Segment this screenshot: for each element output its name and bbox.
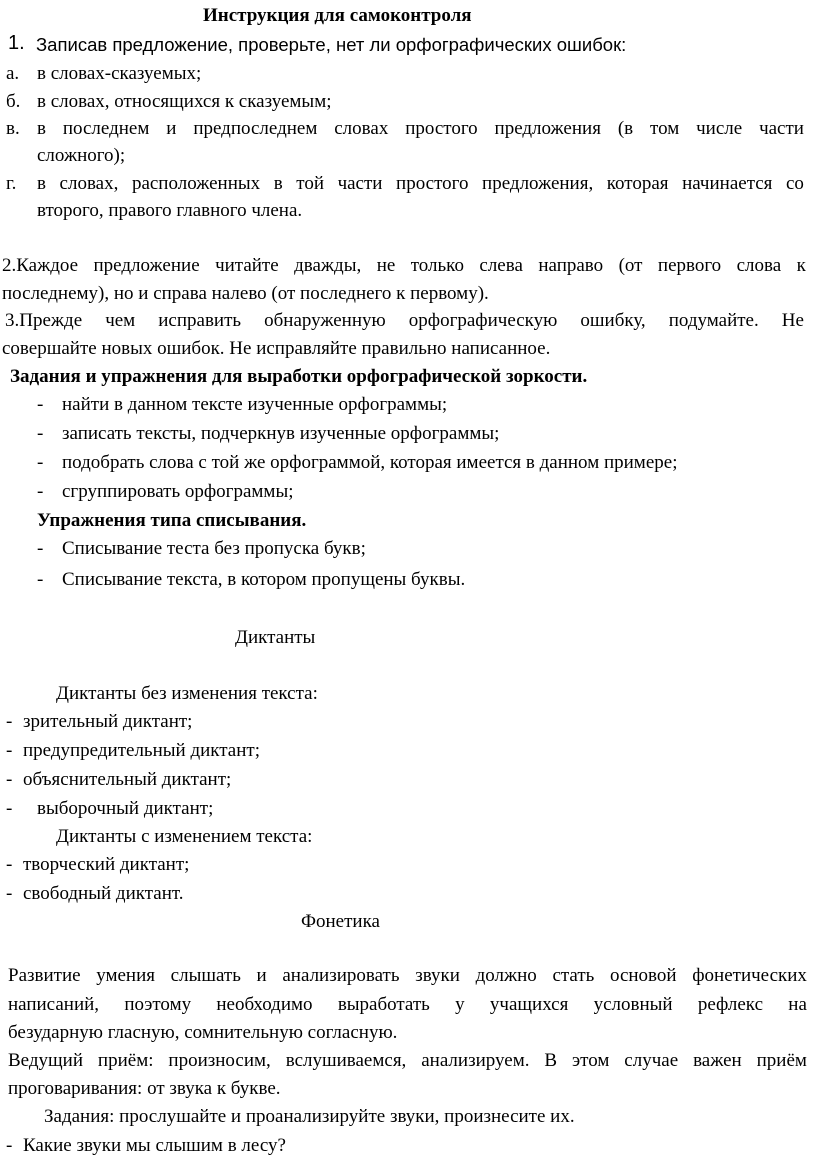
word: в — [273, 173, 283, 194]
phonetics-p1-line-3: безударную гласную, сомнительную согласную. — [8, 1022, 398, 1043]
tasks-item-2: записать тексты, подчеркнув изученные орфограммы; — [62, 423, 500, 444]
dictation-item: выборочный диктант; — [37, 798, 214, 819]
word: расположенных — [131, 173, 261, 194]
word: словах, — [59, 173, 119, 194]
sub-item-g-line-1 — [37, 174, 804, 193]
word: к — [796, 255, 806, 276]
word: не — [376, 255, 396, 276]
phonetics-p2-line-1 — [8, 1051, 807, 1070]
item-2-line-2: последнему), но и справа налево (от последнего к первому). — [2, 283, 489, 304]
dash: - — [37, 481, 44, 502]
dictations-with-change-heading: Диктанты с изменением текста: — [56, 826, 313, 847]
copying-item-2: Списывание текста, в котором пропущены буквы. — [62, 569, 466, 590]
word: фонетических — [692, 965, 807, 986]
sub-marker-a: а. — [6, 63, 20, 84]
word: предложения, — [482, 173, 594, 194]
sub-marker-b: б. — [6, 91, 21, 112]
word: произносим, — [168, 1050, 271, 1071]
word: Ведущий — [8, 1050, 83, 1071]
word: ошибку, — [580, 310, 646, 331]
word: и — [256, 965, 267, 986]
tasks-heading: Задания и упражнения для выработки орфографической зоркости. — [10, 366, 588, 387]
word: начинается — [682, 173, 773, 194]
word: направо — [538, 255, 604, 276]
word: предпоследнем — [193, 118, 318, 139]
word: в — [37, 118, 46, 139]
word: у — [455, 994, 465, 1015]
sub-item-g-line-2: второго, правого главного члена. — [37, 200, 303, 221]
word: предложение — [93, 255, 200, 276]
phonetics-p2-line-2: проговаривания: от звука к букве. — [8, 1078, 281, 1099]
word: приём: — [97, 1050, 154, 1071]
dictation-item: свободный диктант. — [23, 883, 184, 904]
phonetics-p1-line-2 — [8, 995, 807, 1014]
word: простого — [396, 173, 469, 194]
word: поэтому — [124, 994, 192, 1015]
word: Развитие — [8, 965, 81, 986]
sub-item-v-line-1 — [37, 119, 804, 138]
word: этом — [572, 1050, 610, 1071]
word: условный — [593, 994, 673, 1015]
word: той — [296, 173, 324, 194]
dash: - — [6, 798, 13, 819]
word: должно — [475, 965, 537, 986]
word: части — [337, 173, 383, 194]
word: вслушиваемся, — [285, 1050, 407, 1071]
word: анализируем. — [421, 1050, 530, 1071]
item-3-line-2: совершайте новых ошибок. Не исправляйте правильно написанное. — [2, 338, 551, 359]
sub-item-b: в словах, относящихся к сказуемым; — [37, 91, 332, 112]
dash: - — [6, 711, 13, 732]
dash: - — [37, 452, 44, 473]
word: Не — [781, 310, 804, 331]
word: словах — [334, 118, 389, 139]
dash: - — [6, 883, 13, 904]
word: (от — [618, 255, 643, 276]
tasks-item-4: сгруппировать орфограммы; — [62, 481, 294, 502]
word: предложения — [494, 118, 601, 139]
tasks-item-1: найти в данном тексте изученные орфограммы; — [62, 394, 448, 415]
word: слышать — [170, 965, 241, 986]
phonetics-heading: Фонетика — [301, 911, 380, 932]
dictation-item: творческий диктант; — [23, 854, 190, 875]
item-3-line-1 — [5, 311, 804, 330]
dictations-without-change-heading: Диктанты без изменения текста: — [56, 683, 318, 704]
item-1-text: Записав предложение, проверьте, нет ли орфографических ошибок: — [36, 34, 627, 55]
word: простого — [405, 118, 478, 139]
word: учащихся — [489, 994, 569, 1015]
sub-item-a: в словах-сказуемых; — [37, 63, 202, 84]
word: 2.Каждое — [2, 255, 79, 276]
dictation-item: предупредительный диктант; — [23, 740, 260, 761]
word: случае — [624, 1050, 679, 1071]
dictation-item: объяснительный диктант; — [23, 769, 232, 790]
word: в — [37, 173, 46, 194]
word: последнем — [62, 118, 150, 139]
word: и — [166, 118, 177, 139]
sub-item-v-line-2: сложного); — [37, 145, 126, 166]
word: анализировать — [282, 965, 400, 986]
dash: - — [6, 854, 13, 875]
word: первого — [657, 255, 722, 276]
word: которая — [606, 173, 669, 194]
word: важен — [693, 1050, 742, 1071]
item-2-line-1 — [2, 256, 806, 275]
word: чем — [105, 310, 136, 331]
dash: - — [37, 394, 44, 415]
word: том — [650, 118, 680, 139]
word: звуки — [415, 965, 460, 986]
dash: - — [6, 1135, 13, 1156]
phonetics-p1-line-1 — [8, 966, 807, 985]
dash: - — [37, 423, 44, 444]
dictations-heading: Диктанты — [235, 627, 316, 648]
word: на — [788, 994, 807, 1015]
word: слева — [479, 255, 523, 276]
copying-item-1: Списывание теста без пропуска букв; — [62, 538, 366, 559]
word: орфографическую — [408, 310, 558, 331]
word: В — [544, 1050, 558, 1071]
word: только — [410, 255, 464, 276]
word: числе — [696, 118, 743, 139]
word: умения — [96, 965, 155, 986]
word: приём — [756, 1050, 807, 1071]
word: со — [785, 173, 804, 194]
copying-heading: Упражнения типа списывания. — [37, 510, 307, 531]
item-1-number: 1. — [8, 32, 25, 54]
word: выработать — [337, 994, 430, 1015]
word: части — [759, 118, 804, 139]
word: рефлекс — [697, 994, 763, 1015]
word: 3.Прежде — [5, 310, 83, 331]
word: стать — [552, 965, 595, 986]
tasks-item-3: подобрать слова с той же орфограммой, которая имеется в данном примере; — [62, 452, 678, 473]
phonetics-tasks-line: Задания: прослушайте и проанализируйте звуки, произнесите их. — [44, 1106, 575, 1127]
word: (в — [617, 118, 634, 139]
word: исправить — [158, 310, 242, 331]
sub-marker-g: г. — [6, 173, 17, 194]
dash: - — [6, 769, 13, 790]
phonetics-question-1: Какие звуки мы слышим в лесу? — [23, 1135, 286, 1156]
instructions-title: Инструкция для самоконтроля — [203, 5, 472, 26]
word: необходимо — [216, 994, 313, 1015]
dictation-item: зрительный диктант; — [23, 711, 193, 732]
word: обнаруженную — [264, 310, 386, 331]
word: дважды, — [294, 255, 362, 276]
dash: - — [37, 538, 44, 559]
dash: - — [37, 569, 44, 590]
sub-marker-v: в. — [6, 118, 20, 139]
word: читайте — [215, 255, 279, 276]
word: подумайте. — [668, 310, 759, 331]
word: написаний, — [8, 994, 100, 1015]
word: основой — [609, 965, 677, 986]
word: слова — [736, 255, 782, 276]
dash: - — [6, 740, 13, 761]
